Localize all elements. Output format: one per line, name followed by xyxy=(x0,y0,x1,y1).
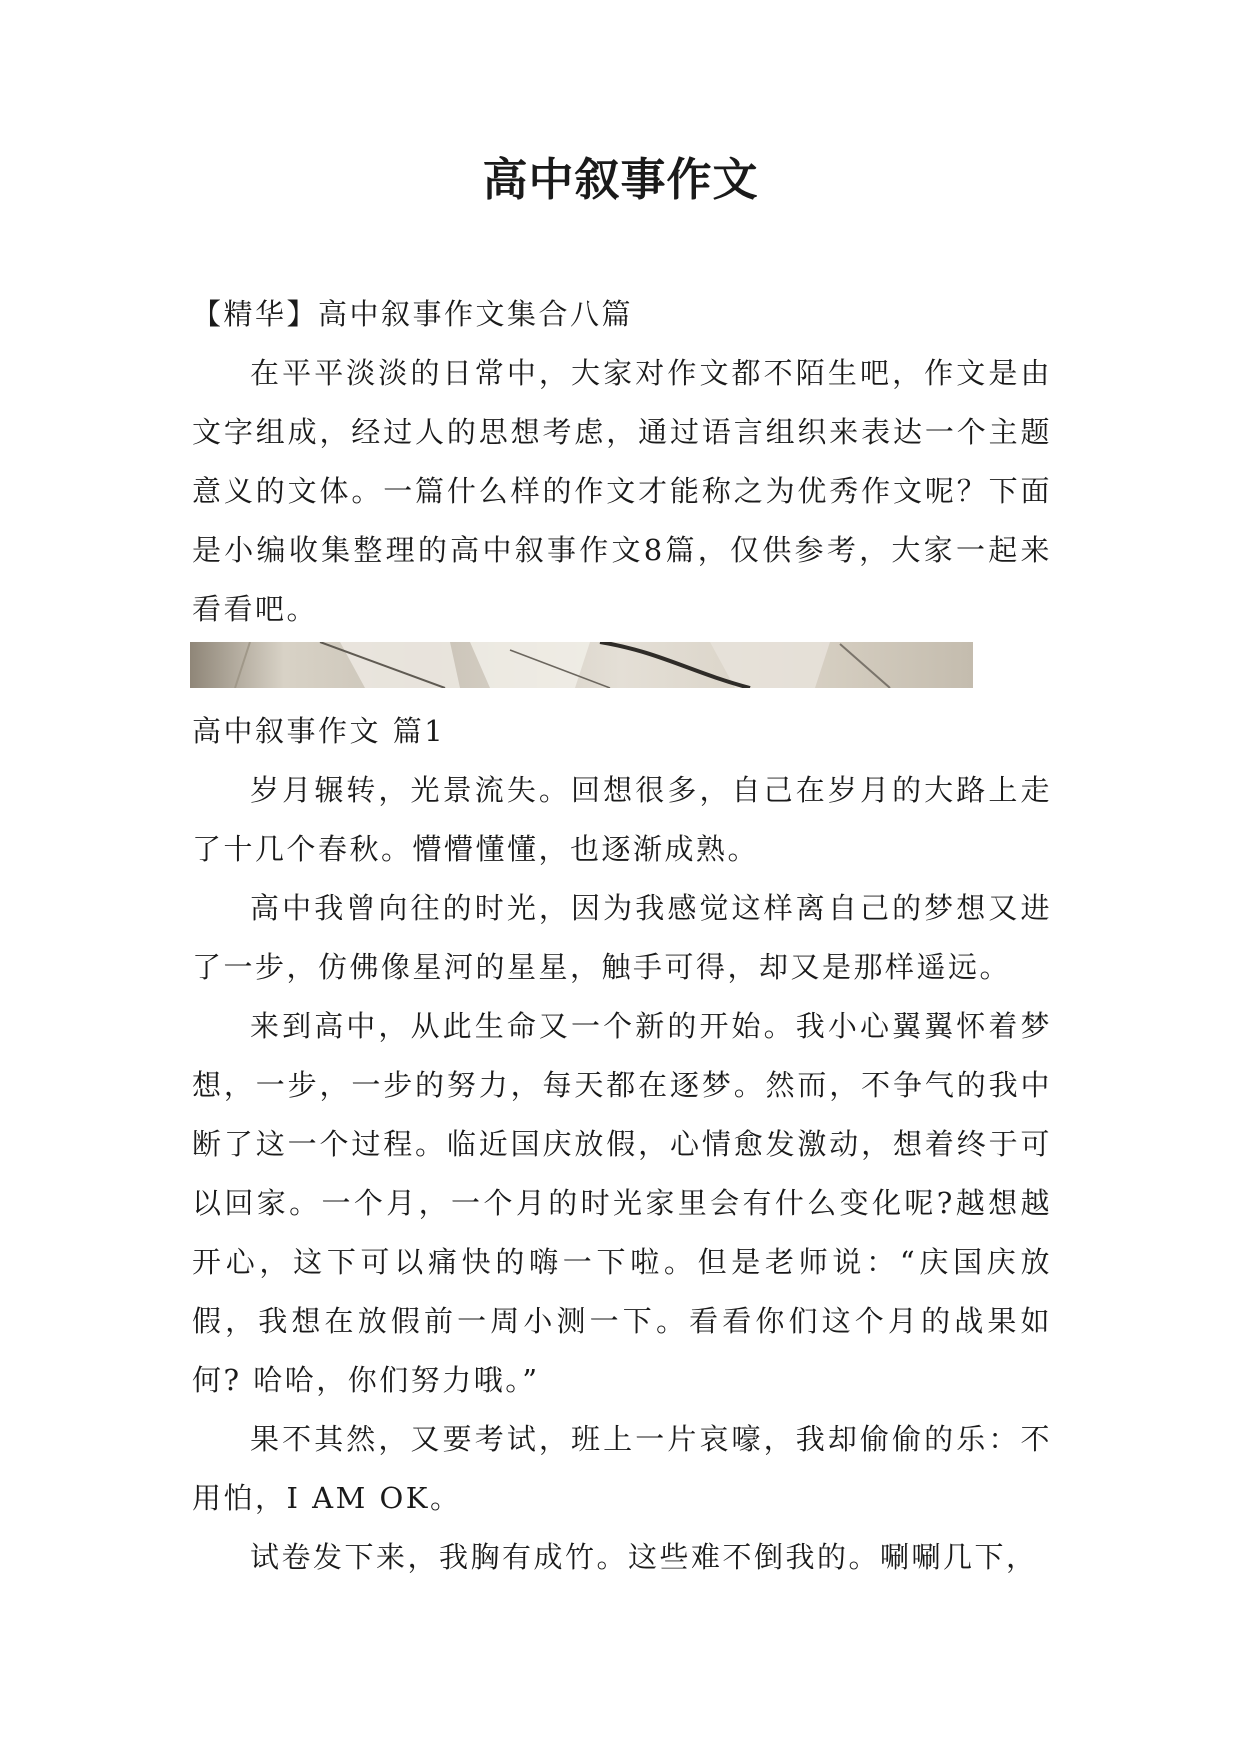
decorative-banner-image xyxy=(190,642,973,688)
body-paragraph: 试卷发下来，我胸有成竹。这些难不倒我的。唰唰几下， xyxy=(250,1540,1038,1574)
body-paragraph: 果不其然，又要考试，班上一片哀嚎，我却偷偷的乐：不用怕，I AM OK。 xyxy=(192,1422,1052,1515)
section-heading: 高中叙事作文 篇1 xyxy=(192,714,446,748)
intro-heading: 【精华】高中叙事作文集合八篇 xyxy=(192,297,634,331)
body-paragraph: 岁月辗转，光景流失。回想很多，自己在岁月的大路上走了十几个春秋。懵懵懂懂，也逐渐成熟。 xyxy=(192,773,1052,866)
intro-paragraph: 在平平淡淡的日常中，大家对作文都不陌生吧，作文是由文字组成，经过人的思想考虑，通过语言组织来表达一个主题意义的文体。一篇什么样的作文才能称之为优秀作文呢？下面是小编收集整理的高中叙事作文8篇，仅供参考，大家一起来看看吧。 xyxy=(192,356,1052,626)
body-paragraph: 高中我曾向往的时光，因为我感觉这样离自己的梦想又进了一步，仿佛像星河的星星，触手可得，却又是那样遥远。 xyxy=(192,891,1052,984)
document-title: 高中叙事作文 xyxy=(482,153,759,206)
document-body xyxy=(192,285,1052,1587)
body-paragraph: 来到高中，从此生命又一个新的开始。我小心翼翼怀着梦想，一步，一步的努力，每天都在逐梦。然而，不争气的我中断了这一个过程。临近国庆放假，心情愈发激动，想着终于可以回家。一个月，一个月的时光家里会有什么变化呢?越想越开心，这下可以痛快的嗨一下啦。但是老师说：“庆国庆放假，我想在放假前一周小测一下。看看你们这个月的战果如何? 哈哈，你们努力哦。” xyxy=(192,1009,1052,1397)
